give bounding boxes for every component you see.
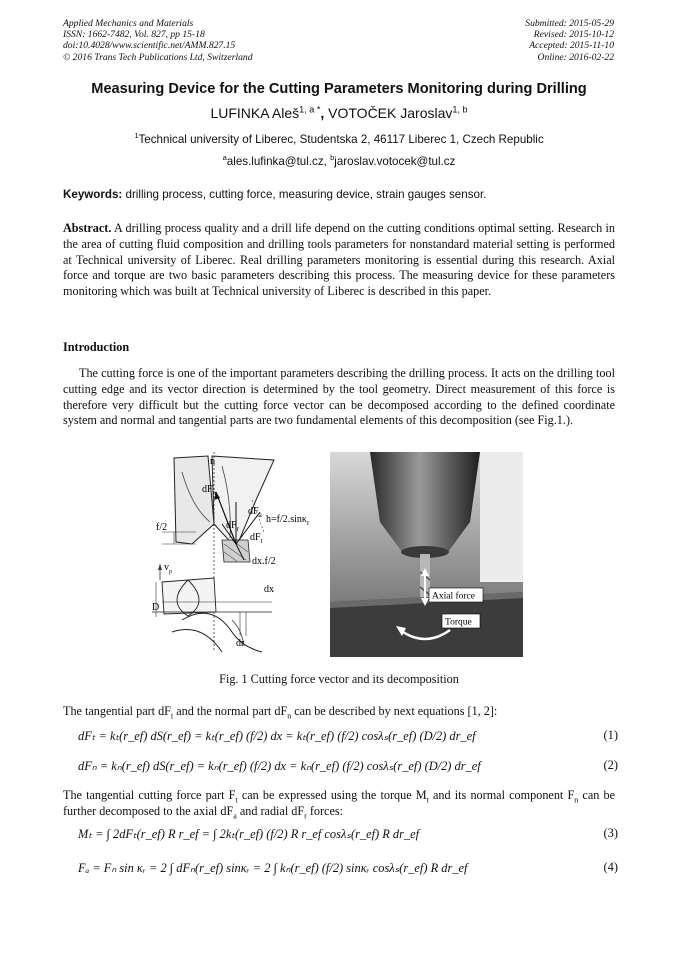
equation-2 [78,758,618,780]
author-separator: , [320,105,329,121]
keywords [63,188,615,201]
decomp-b-sub: t [426,795,429,805]
equation-3 [78,826,618,848]
abstract [63,221,615,300]
section-heading-introduction: Introduction [63,340,130,354]
eqintro-pre: The tangential part dF [63,704,171,718]
equation-1-number: (1) [603,728,618,742]
abstract-text: A drilling process quality and a drill life depend on the cutting conditions optimal setting. Research in the area of cutting fluid composition and drilling tools parameters for nonstandard material setting is performed at Technical university of Liberec. Real drilling parameters monitoring is essential during this research. Axial force and torque are two basic parameters describing this process. The measuring device for these parameters monitoring which was built at Technical university of Liberec is described in this paper. [63,221,615,299]
equation-4 [78,860,618,882]
journal-copyright: © 2016 Trans Tech Publications Ltd, Switzerland [63,51,253,63]
label-dFt-sub: t [260,537,263,545]
label-h-main: h=f/2.sinκ [266,514,307,525]
figure-caption: Fig. 1 Cutting force vector and its decomposition [219,672,459,686]
decomp-e-sub: r [304,811,307,821]
abstract-label: Abstract. [63,221,112,235]
decomp-e: and radial dF [236,803,305,818]
journal-info [63,18,253,63]
author-1-marker: 1, a * [299,104,321,115]
submission-dates [525,18,614,63]
author-2: VOTOČEK Jaroslav [328,105,453,121]
eqintro-mid: and the normal part dF [173,704,288,718]
label-dFa-sub: a [258,511,262,519]
author-list [0,105,678,121]
decomp-d: can be further decomposed to the axial dF [63,788,615,818]
intro-paragraph: The cutting force is one of the important parameters describing the drilling process. It acts on the drilling tool cutting edge and its vector direction is determined by the tool geometry. Direct measurement of this force is therefore very difficult but the cutting force vector can be decomposed according to the defined coordinate system and normal and tangential parts are two fundamental elements of this decomposition (see Fig.1.). [63,366,615,428]
label-axial-force: Axial force [432,591,475,602]
email-b-marker: b [330,153,335,163]
paper-title: Measuring Device for the Cutting Parameters Monitoring during Drilling [91,81,587,97]
equation-3-text: Mₜ = ∫ 2dFₜ(r_ef) R r_ef = ∫ 2kₜ(r_ef) (f/2) R r_ef cosλₛ(r_ef) R dr_ef [78,827,420,841]
eqintro-sub1: t [170,711,174,721]
decomp-c: and its normal component F [428,788,575,802]
affiliation [0,133,678,146]
equation-1 [78,728,618,750]
equation-4-number: (4) [603,860,618,874]
date-revised: Revised: 2015-10-12 [533,29,614,41]
label-vp-sub: p [169,569,172,575]
equation-2-number: (2) [603,758,618,772]
date-accepted: Accepted: 2015-11-10 [529,40,614,52]
label-D: D [152,602,160,613]
decomp-f: forces: [306,803,343,818]
label-n: n [210,456,215,467]
decomposition-paragraph [63,788,615,820]
label-f2: f/2 [156,522,168,533]
decomp-b: can be expressed using the torque M [237,788,427,802]
drill-photo [330,452,523,657]
author-1: LUFINKA Aleš [210,105,300,121]
keywords-text: drilling process, cutting force, measuring device, strain gauges sensor. [122,188,487,201]
email-a: ales.lufinka@tul.cz, [226,155,331,168]
eqintro-post: can be described by next equations [1, 2]: [291,704,498,718]
label-h-sub: r [306,519,310,527]
email-a-marker: a [222,153,227,163]
eqintro-sub2: n [287,711,292,721]
journal-doi: doi:10.4028/www.scientific.net/AMM.827.15 [63,40,236,52]
label-dxf2: dx.f/2 [252,556,276,567]
journal-name: Applied Mechanics and Materials [63,18,194,29]
equations-intro [63,704,615,720]
drill-geometry-diagram [152,452,326,657]
journal-issn: ISSN: 1662-7482, Vol. 827, pp 15-18 [63,29,205,41]
equation-3-number: (3) [603,826,618,840]
affiliation-text: Technical university of Liberec, Studentska 2, 46117 Liberec 1, Czech Republic [138,133,544,146]
label-dr: dr [236,638,245,649]
author-emails [0,155,678,168]
decomp-d-sub: a [233,811,237,821]
date-online: Online: 2016-02-22 [537,51,614,63]
equation-4-text: Fₐ = Fₙ sin κᵣ = 2 ∫ dFₙ(r_ef) sinκᵣ = 2 ∫ kₙ(r_ef) (f/2) sinκᵣ cosλₛ(r_ef) R dr_ef [78,861,468,875]
decomp-c-sub: n [574,795,579,805]
date-submitted: Submitted: 2015-05-29 [525,18,614,29]
label-dFn-sub: n [212,489,217,497]
affiliation-marker: 1 [134,131,139,141]
author-2-marker: 1, b [452,104,468,115]
label-dFn-main: dF [202,484,213,495]
keywords-label: Keywords: [63,188,123,201]
label-dFt-main: dF [250,532,261,543]
label-dFa-main: dF [248,506,259,517]
equation-2-text: dFₙ = kₙ(r_ef) dS(r_ef) = kₙ(r_ef) (f/2) dx = kₙ(r_ef) (f/2) cosλₛ(r_ef) (D/2) dr_ef [78,759,481,773]
label-dFr-main: dF [226,520,237,531]
email-b: jaroslav.votocek@tul.cz [334,155,456,168]
label-dx: dx [264,584,274,595]
label-torque: Torque [445,617,472,628]
equation-1-text: dFₜ = kₜ(r_ef) dS(r_ef) = kₜ(r_ef) (f/2) dx = kₜ(r_ef) (f/2) cosλₛ(r_ef) (D/2) dr_ef [78,729,476,743]
label-dFr-sub: r [236,525,239,533]
label-vp-main: v [164,562,169,573]
decomp-a-sub: t [235,795,238,805]
decomp-a: The tangential cutting force part F [63,788,236,802]
